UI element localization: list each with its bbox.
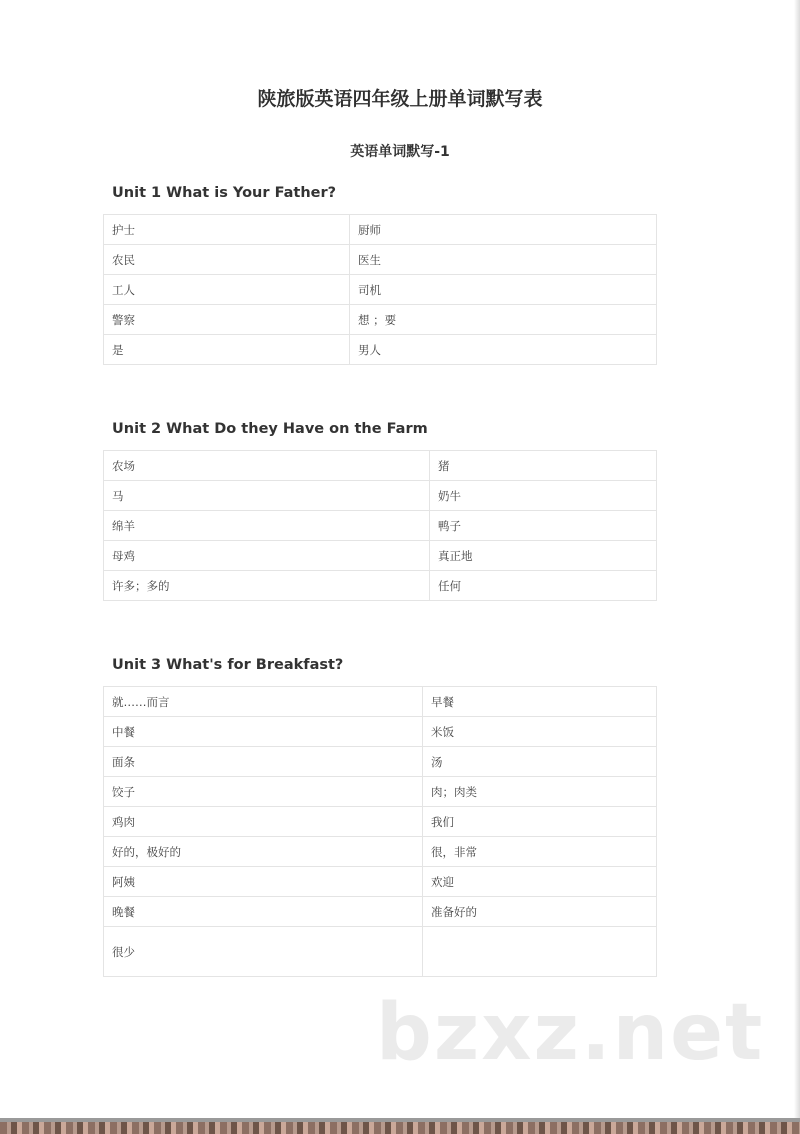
table-row (104, 777, 657, 807)
page-edge-shadow (794, 0, 800, 1118)
word-cell: 好的，极好的 (104, 837, 423, 867)
word-cell: 想 ；要 (350, 305, 657, 335)
table-row (104, 511, 657, 541)
table-row (104, 275, 657, 305)
table-row (104, 215, 657, 245)
word-cell: 真正地 (430, 541, 657, 571)
background-strip (0, 1122, 800, 1134)
word-cell: 男人 (350, 335, 657, 365)
word-cell: 米饭 (423, 717, 657, 747)
unit-3-vocab-table (103, 686, 657, 977)
table-row (104, 481, 657, 511)
word-cell: 早餐 (423, 687, 657, 717)
word-cell: 护士 (104, 215, 350, 245)
table-row (104, 747, 657, 777)
table-row (104, 335, 657, 365)
word-cell: 母鸡 (104, 541, 430, 571)
unit-2-heading: Unit 2 What Do they Have on the Farm (112, 421, 428, 437)
table-row (104, 687, 657, 717)
word-cell: 厨师 (350, 215, 657, 245)
word-cell: 面条 (104, 747, 423, 777)
word-cell: 肉；肉类 (423, 777, 657, 807)
table-row (104, 867, 657, 897)
table-row (104, 571, 657, 601)
table-row (104, 451, 657, 481)
unit-1-vocab-table (103, 214, 657, 365)
word-cell: 很少 (104, 927, 423, 977)
word-cell: 奶牛 (430, 481, 657, 511)
table-row (104, 807, 657, 837)
word-cell: 中餐 (104, 717, 423, 747)
word-cell: 任何 (430, 571, 657, 601)
word-cell: 工人 (104, 275, 350, 305)
word-cell: 是 (104, 335, 350, 365)
table-row (104, 897, 657, 927)
word-cell: 晚餐 (104, 897, 423, 927)
unit-3-heading: Unit 3 What's for Breakfast? (112, 657, 344, 673)
word-cell: 我们 (423, 807, 657, 837)
word-cell: 鸭子 (430, 511, 657, 541)
word-cell: 鸡肉 (104, 807, 423, 837)
word-cell: 医生 (350, 245, 657, 275)
table-row (104, 717, 657, 747)
word-cell: 许多；多的 (104, 571, 430, 601)
word-cell: 阿姨 (104, 867, 423, 897)
word-cell: 司机 (350, 275, 657, 305)
word-cell: 农民 (104, 245, 350, 275)
word-cell: 就……而言 (104, 687, 423, 717)
table-row (104, 927, 657, 977)
word-cell: 饺子 (104, 777, 423, 807)
table-row (104, 837, 657, 867)
table-row (104, 305, 657, 335)
word-cell (423, 927, 657, 977)
word-cell: 绵羊 (104, 511, 430, 541)
site-watermark: bzxz.net (376, 988, 765, 1078)
word-cell: 汤 (423, 747, 657, 777)
word-cell: 欢迎 (423, 867, 657, 897)
table-row (104, 541, 657, 571)
table-row (104, 245, 657, 275)
word-cell: 马 (104, 481, 430, 511)
word-cell: 农场 (104, 451, 430, 481)
document-title: 陕旅版英语四年级上册单词默写表 (257, 88, 543, 110)
document-subtitle: 英语单词默写-1 (350, 144, 450, 160)
unit-1-heading: Unit 1 What is Your Father? (112, 185, 337, 201)
unit-2-vocab-table (103, 450, 657, 601)
word-cell: 准备好的 (423, 897, 657, 927)
word-cell: 很，非常 (423, 837, 657, 867)
word-cell: 警察 (104, 305, 350, 335)
word-cell: 猪 (430, 451, 657, 481)
